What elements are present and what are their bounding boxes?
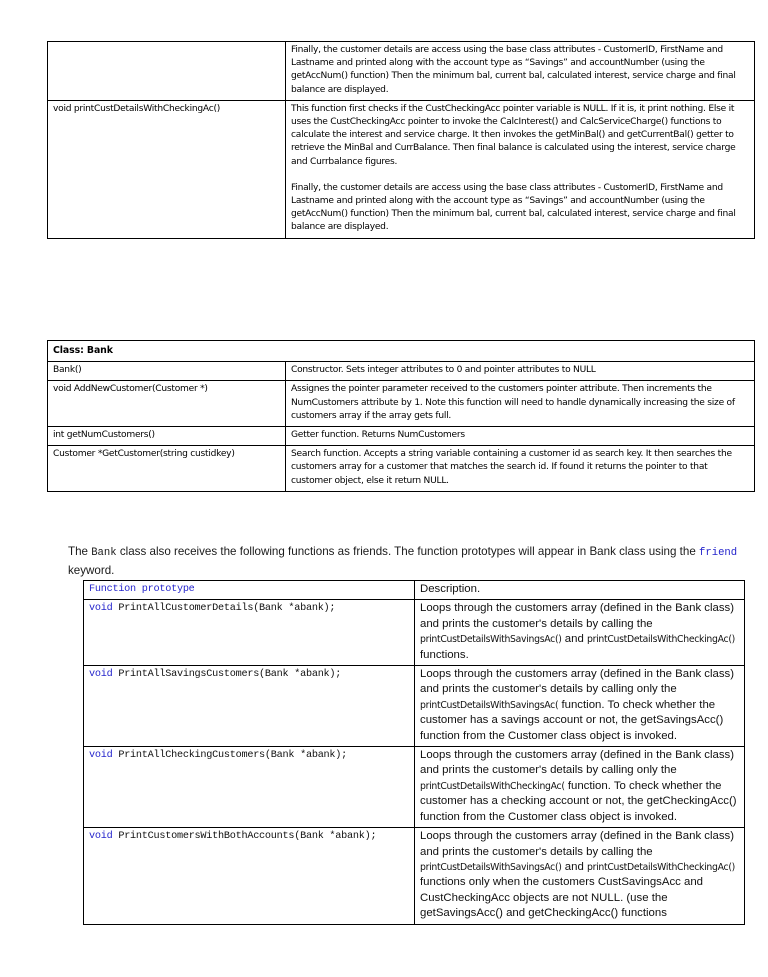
inline-code-bank: Bank [91, 546, 117, 559]
table-row [84, 600, 745, 666]
table-row [48, 42, 755, 101]
function-signature-cell: Bank() [48, 362, 286, 381]
function-description-cell: Getter function. Returns NumCustomers [286, 427, 755, 446]
description-text-fragment: function. To check whether the customer has a savings account or not, the getSavingsAcc() function from the Customer class object is invoked. [420, 698, 724, 742]
description-paragraph: Finally, the customer details are access using the base class attributes - CustomerID, FirstName and Lastname and printed along with the account type as “Savings” and accountNumber (using the getAccNum() function) Then the minimum bal, current bal, calculated interest, service charge and final balance are displayed. [291, 45, 736, 95]
customer-functions-table-container [47, 41, 754, 239]
customer-print-functions-table [47, 41, 755, 239]
table-row [48, 362, 755, 381]
column-header-prototype: Function prototype [84, 581, 415, 600]
function-signature-cell [48, 42, 286, 101]
description-text-fragment: and [561, 860, 587, 873]
keyword-void: void [89, 669, 113, 681]
function-description-cell: Search function. Accepts a string variable containing a customer id as search key. It then searches the customers array for a customer that matches the search id. If found it returns the pointer to that customer object, else it return NULL. [286, 446, 755, 492]
function-description-cell [415, 828, 745, 924]
inline-code-fragment: printCustDetailsWithSavingsAc() [420, 861, 562, 873]
keyword-void: void [89, 603, 113, 615]
friend-function-prototypes-table [83, 580, 745, 925]
description-text-fragment: Loops through the customers array (defined in the Bank class) and prints the customer's details by calling the [420, 830, 735, 858]
description-text-fragment: function. To check whether the customer has a checking account or not, the getCheckingAcc() function from the Customer class object is invoked. [420, 779, 737, 823]
function-description-cell [286, 42, 755, 101]
table-body [84, 581, 745, 925]
table-body [48, 42, 755, 239]
keyword-void: void [89, 750, 113, 762]
paragraph-spacer [291, 169, 750, 182]
description-text-fragment: Loops through the customers array (defined in the Bank class) and prints the customer's details by calling only the [420, 668, 735, 696]
inline-code-fragment: printCustDetailsWithCheckingAc( [420, 780, 565, 792]
function-description-cell [286, 100, 755, 238]
table-row [84, 666, 745, 747]
function-description-cell: Constructor. Sets integer attributes to 0 and pointer attributes to NULL [286, 362, 755, 381]
paragraph-text-part: The [68, 544, 92, 558]
function-prototype-cell [84, 747, 415, 828]
table-row [48, 100, 755, 238]
description-text-fragment: functions only when the customers CustSavingsAcc and CustCheckingAcc objects are not NULL. (use the getSavingsAcc() and getCheckingAcc() functions [420, 876, 704, 920]
prototype-signature: PrintAllCheckingCustomers(Bank *abank); [112, 750, 348, 762]
keyword-void: void [89, 831, 113, 843]
function-description-cell [415, 600, 745, 666]
prototype-signature: PrintAllSavingsCustomers(Bank *abank); [112, 669, 342, 681]
inline-code-fragment: printCustDetailsWithSavingsAc( [420, 699, 559, 711]
table-row [48, 427, 755, 446]
paragraph-text-part: keyword. [68, 563, 115, 577]
friend-prototypes-table-container [83, 580, 744, 925]
prototype-signature: PrintCustomersWithBothAccounts(Bank *abank); [112, 831, 377, 843]
function-description-cell [415, 666, 745, 747]
table-row [84, 747, 745, 828]
function-description-cell: Assignes the pointer parameter received to the customers pointer attribute. Then increments the NumCustomers attribute by 1. Note this function will need to handle dynamically increasing the size of customers array if the array gets full. [286, 381, 755, 427]
friend-keyword-paragraph [68, 543, 740, 579]
inline-code-fragment: printCustDetailsWithSavingsAc() [420, 634, 562, 646]
table-header-row [48, 341, 755, 362]
description-text-fragment: functions. [420, 648, 469, 661]
inline-code-fragment: printCustDetailsWithCheckingAc() [586, 634, 735, 646]
inline-code-fragment: printCustDetailsWithCheckingAc() [586, 861, 735, 873]
function-prototype-cell [84, 666, 415, 747]
description-paragraph: Finally, the customer details are access using the base class attributes - CustomerID, FirstName and Lastname and printed along with the account type as “Savings” and accountNumber (using the getAccNum() function) Then the minimum bal, current bal, calculated interest, service charge and final balance are displayed. [291, 182, 736, 233]
function-signature-cell: Customer *GetCustomer(string custidkey) [48, 446, 286, 492]
table-body [48, 341, 755, 492]
inline-code-friend: friend [699, 546, 738, 559]
function-signature-cell: int getNumCustomers() [48, 427, 286, 446]
class-bank-table-container [47, 340, 754, 492]
function-signature-cell: void printCustDetailsWithCheckingAc() [48, 100, 286, 238]
table-row [48, 381, 755, 427]
paragraph-text-part: class also receives the following functions as friends. The function prototypes will appear in Bank class using the [116, 544, 699, 558]
table-row [84, 828, 745, 924]
table-row [48, 446, 755, 492]
description-paragraph: This function first checks if the CustCheckingAcc pointer variable is NULL. If it is, it print nothing. Else it uses the CustCheckingAcc pointer to invoke the CalcInterest() and CalcServiceCharge() functions to calculate the interest and service charge. It then invokes the getMinBal() and getCurrentBal() getter to retrieve the MinBal and CurrBalance. Then final balance is calculated using the interest, service charge and Currbalance figures. [291, 103, 736, 167]
class-bank-table [47, 340, 755, 492]
description-text-fragment: Loops through the customers array (defined in the Bank class) and prints the customer's details by calling only the [420, 749, 735, 777]
column-header-description: Description. [415, 581, 745, 600]
function-signature-cell: void AddNewCustomer(Customer *) [48, 381, 286, 427]
table-header-row [84, 581, 745, 600]
function-description-cell [415, 747, 745, 828]
function-prototype-cell [84, 828, 415, 924]
description-text-fragment: Loops through the customers array (defined in the Bank class) and prints the customer's details by calling the [420, 602, 735, 630]
description-text-fragment: and [561, 633, 587, 646]
class-name-header: Class: Bank [48, 341, 755, 362]
function-prototype-cell [84, 600, 415, 666]
prototype-signature: PrintAllCustomerDetails(Bank *abank); [112, 603, 336, 615]
